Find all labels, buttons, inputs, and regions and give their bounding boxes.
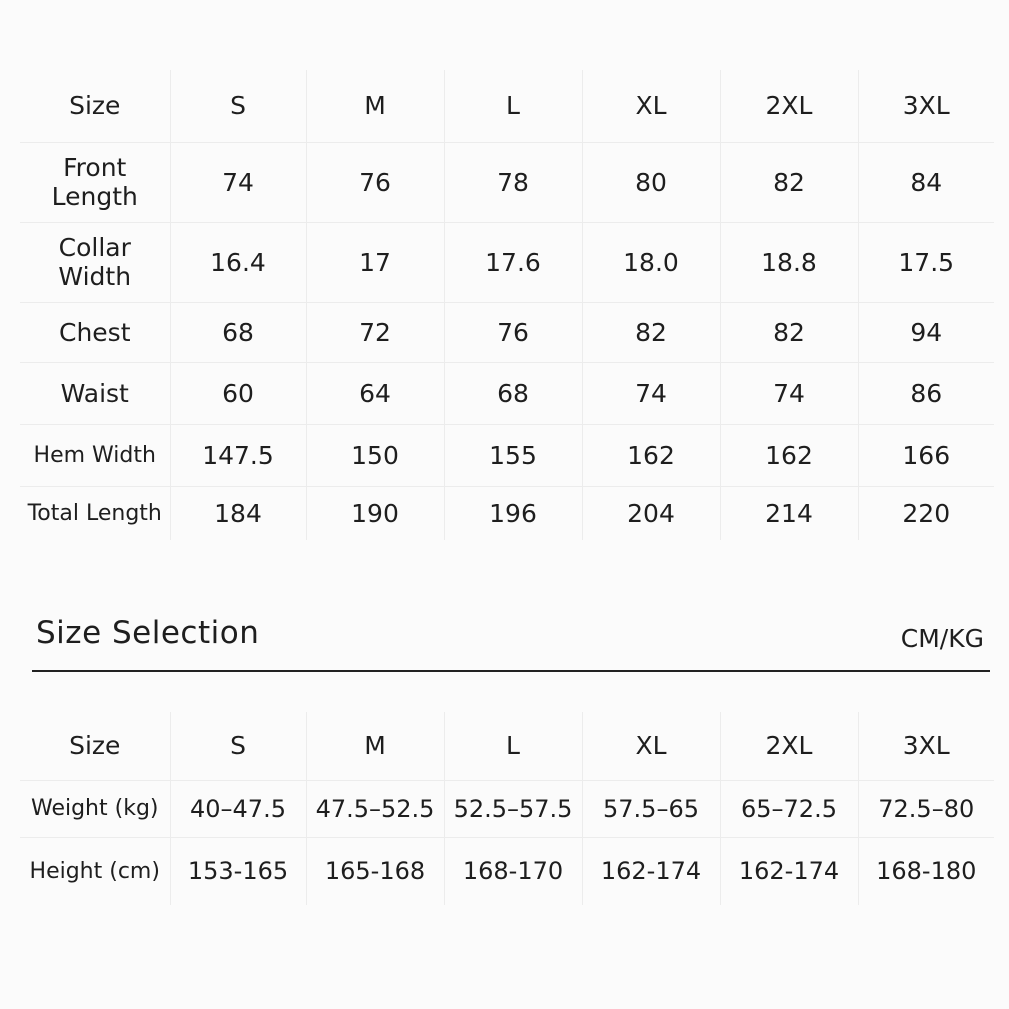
header-cell: S — [170, 712, 306, 780]
row-label: Front Length — [20, 142, 170, 222]
table-cell: 16.4 — [170, 222, 306, 302]
header-cell: Size — [69, 731, 121, 761]
table-cell: 155 — [444, 424, 582, 486]
header-cell: XL — [582, 70, 720, 142]
table-cell: 168-180 — [858, 837, 994, 905]
table-cell: 162 — [582, 424, 720, 486]
header-cell: L — [444, 70, 582, 142]
table-cell: 184 — [170, 486, 306, 540]
table-cell: 40–47.5 — [170, 780, 306, 837]
table-row — [20, 142, 994, 222]
table-cell: 72.5–80 — [858, 780, 994, 837]
header-cell: 3XL — [858, 712, 994, 780]
table-cell: 72 — [306, 302, 444, 362]
header-cell: 2XL — [720, 712, 858, 780]
header-cell: Size — [69, 91, 121, 121]
table-row — [20, 780, 994, 837]
size-chart-header-row — [20, 70, 994, 142]
table-cell: 74 — [170, 142, 306, 222]
header-cell: 3XL — [858, 70, 994, 142]
table-cell: 18.0 — [582, 222, 720, 302]
table-cell: 168-170 — [444, 837, 582, 905]
row-label: Waist — [20, 362, 170, 424]
table-cell: 165-168 — [306, 837, 444, 905]
table-row — [20, 486, 994, 540]
table-row — [20, 424, 994, 486]
header-cell: S — [170, 70, 306, 142]
size-chart-table — [20, 70, 994, 540]
table-cell: 86 — [858, 362, 994, 424]
table-cell: 18.8 — [720, 222, 858, 302]
table-cell: 220 — [858, 486, 994, 540]
table-cell: 153-165 — [170, 837, 306, 905]
table-cell: 162-174 — [720, 837, 858, 905]
row-label: Chest — [20, 302, 170, 362]
row-label: Total Length — [20, 486, 170, 540]
table-cell: 47.5–52.5 — [306, 780, 444, 837]
table-cell: 84 — [858, 142, 994, 222]
table-cell: 150 — [306, 424, 444, 486]
table-cell: 76 — [306, 142, 444, 222]
table-cell: 60 — [170, 362, 306, 424]
table-cell: 52.5–57.5 — [444, 780, 582, 837]
row-label: Height (cm) — [20, 837, 170, 905]
header-cell: XL — [582, 712, 720, 780]
table-cell: 82 — [720, 302, 858, 362]
table-cell: 214 — [720, 486, 858, 540]
table-cell: 80 — [582, 142, 720, 222]
table-cell: 76 — [444, 302, 582, 362]
table-cell: 204 — [582, 486, 720, 540]
table-cell: 162 — [720, 424, 858, 486]
table-cell: 68 — [170, 302, 306, 362]
table-cell: 82 — [582, 302, 720, 362]
table-row — [20, 837, 994, 905]
row-label: Collar Width — [20, 222, 170, 302]
unit-label: CM/KG — [900, 624, 984, 653]
table-cell: 74 — [582, 362, 720, 424]
section-title: Size Selection — [36, 615, 260, 651]
table-cell: 166 — [858, 424, 994, 486]
header-cell: M — [306, 712, 444, 780]
size-selection-table — [20, 712, 994, 905]
header-cell: M — [306, 70, 444, 142]
table-cell: 147.5 — [170, 424, 306, 486]
row-label: Weight (kg) — [20, 780, 170, 837]
table-cell: 65–72.5 — [720, 780, 858, 837]
table-cell: 17.6 — [444, 222, 582, 302]
table-cell: 64 — [306, 362, 444, 424]
table-row — [20, 302, 994, 362]
table-cell: 57.5–65 — [582, 780, 720, 837]
table-cell: 68 — [444, 362, 582, 424]
row-label: Hem Width — [20, 424, 170, 486]
header-cell: L — [444, 712, 582, 780]
size-selection-header — [32, 612, 990, 672]
table-cell: 78 — [444, 142, 582, 222]
table-cell: 74 — [720, 362, 858, 424]
table-cell: 17 — [306, 222, 444, 302]
table-row — [20, 222, 994, 302]
table-cell: 162-174 — [582, 837, 720, 905]
selection-header-row — [20, 712, 994, 780]
table-cell: 82 — [720, 142, 858, 222]
table-cell: 190 — [306, 486, 444, 540]
table-cell: 94 — [858, 302, 994, 362]
table-cell: 17.5 — [858, 222, 994, 302]
table-cell: 196 — [444, 486, 582, 540]
header-cell: 2XL — [720, 70, 858, 142]
table-row — [20, 362, 994, 424]
